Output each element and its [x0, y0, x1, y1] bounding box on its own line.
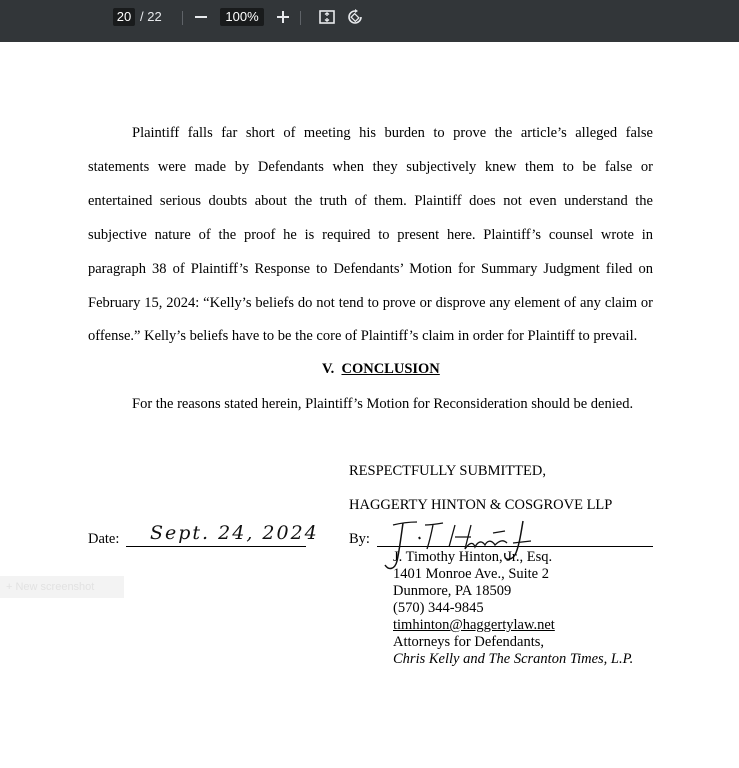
address-line-2: Dunmore, PA 18509 [393, 583, 512, 599]
section-title: CONCLUSION [341, 361, 440, 377]
section-heading [322, 361, 440, 378]
firm-name: HAGGERTY HINTON & COSGROVE LLP [349, 497, 613, 513]
minus-icon [195, 11, 207, 23]
client-names: Chris Kelly and The Scranton Times, L.P. [393, 651, 634, 667]
plus-icon [277, 11, 289, 23]
zoom-out-button[interactable] [190, 6, 212, 28]
page-count [140, 8, 162, 26]
address-line-1: 1401 Monroe Ave., Suite 2 [393, 566, 549, 582]
date-label: Date: [88, 531, 120, 547]
page-number-input[interactable]: 20 [113, 8, 135, 26]
email-link[interactable]: timhinton@haggertylaw.net [393, 617, 555, 633]
zoom-in-button[interactable] [272, 6, 294, 28]
zoom-level-input[interactable]: 100% [220, 8, 264, 26]
body-line: paragraph 38 of Plaintiff’s Response to Defendants’ Motion for Summary Judgment filed on [88, 261, 653, 277]
phone-number: (570) 344-9845 [393, 600, 484, 616]
handwritten-date: Sept. 24, 2024 [150, 522, 319, 544]
rotate-icon [347, 9, 363, 25]
fit-page-icon [319, 9, 335, 25]
page-separator: / [140, 9, 144, 24]
body-line: statements were made by Defendants when they subjectively knew them to be false or [88, 159, 653, 175]
pdf-page [0, 42, 739, 768]
fit-to-page-button[interactable] [316, 6, 338, 28]
respectfully-submitted: RESPECTFULLY SUBMITTED, [349, 463, 546, 479]
body-line: February 15, 2024: “Kelly’s beliefs do not tend to prove or disprove any element of any claim or [88, 295, 653, 311]
pdf-toolbar [0, 0, 739, 42]
attorneys-role: Attorneys for Defendants, [393, 634, 544, 650]
new-screenshot-overlay[interactable]: + New screenshot [0, 576, 124, 598]
toolbar-divider [300, 11, 301, 25]
date-line [126, 546, 306, 547]
toolbar-divider [182, 11, 183, 25]
signer-name: J. Timothy Hinton, Jr., Esq. [393, 549, 553, 565]
by-label: By: [349, 531, 370, 547]
conclusion-text: For the reasons stated herein, Plaintiff’s Motion for Reconsideration should be denied. [132, 396, 634, 412]
body-line: offense.” Kelly’s beliefs have to be the core of Plaintiff’s claim in order for Plaintiff to prevail. [88, 328, 638, 344]
rotate-button[interactable] [344, 6, 366, 28]
body-line: Plaintiff falls far short of meeting his burden to prove the article’s alleged false [132, 125, 653, 141]
section-number: V. [322, 361, 335, 377]
total-pages: 22 [147, 9, 162, 24]
body-line: subjective nature of the proof he is required to present here. Plaintiff’s counsel wrote in [88, 227, 653, 243]
body-line: entertained serious doubts about the truth of them. Plaintiff does not even understand the [88, 193, 653, 209]
